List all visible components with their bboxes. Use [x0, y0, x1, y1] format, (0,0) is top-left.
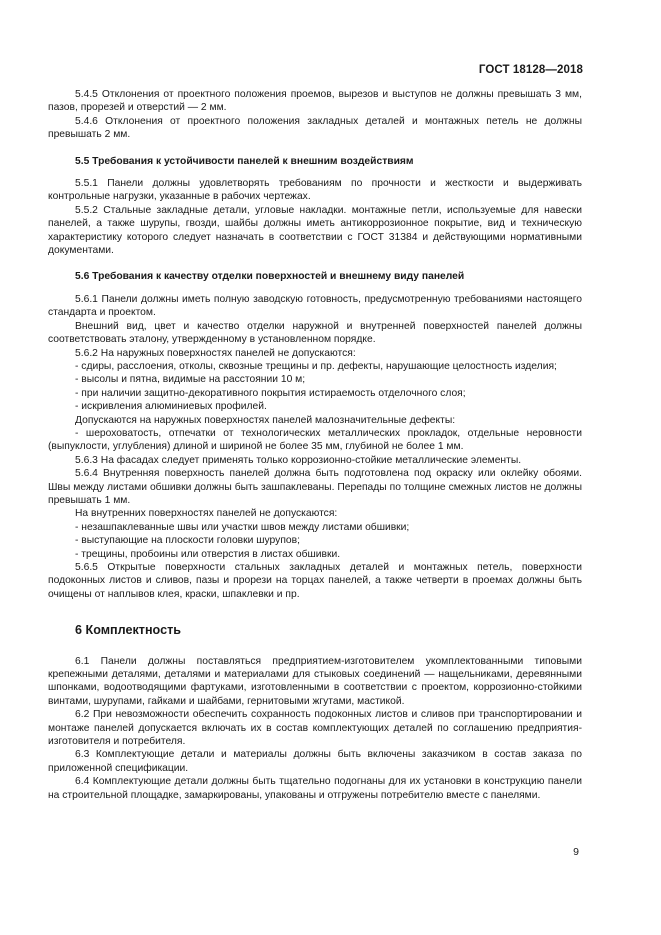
list-item-inner-defect-2: - выступающие на плоскости головки шурупов;: [75, 535, 300, 547]
paragraph-5-6-1: 5.6.1 Панели должны иметь полную заводскую готовность, предусмотренную требованиями настоящего стандарта и проектом.: [48, 293, 582, 319]
subsection-heading-5-5: 5.5 Требования к устойчивости панелей к внешним воздействиям: [75, 155, 414, 167]
list-item-inner-defect-3: - трещины, пробоины или отверстия в листах обшивки.: [75, 548, 341, 560]
page-number: 9: [573, 846, 579, 858]
document-standard-number: ГОСТ 18128—2018: [478, 64, 583, 76]
paragraph-6-1: 6.1 Панели должны поставляться предприятием-изготовителем укомплектованными типовыми крепежными деталями, деталями и материалами для стыковых соединений — нащельниками, деревянными шпонками, водоотводящими фартуками, изготовленными в соответствии с проектом, коррозионно-стойкими винтами, шурупами, гайками и шайбами, гернитовыми жгутами, мастикой.: [48, 655, 582, 707]
document-body: [48, 88, 582, 802]
list-item-defect-4: - искривления алюминиевых профилей.: [75, 401, 267, 413]
paragraph-6-3: 6.3 Комплектующие детали и материалы должны быть включены заказчиком в состав заказа по приложенной спецификации.: [48, 749, 582, 774]
paragraph-5-4-5: 5.4.5 Отклонения от проектного положения проемов, вырезов и выступов не должны превышать 3 мм, пазов, прорезей и отверстий — 2 мм.: [48, 89, 582, 114]
list-item-allowed-defect: - шероховатость, отпечатки от технологических металлических прокладок, отдельные неровности (выпуклости, углубления) длиной и шириной не более 35 мм, глубиной не более 1 мм.: [48, 427, 582, 453]
paragraph-allowed-defects: Допускаются на наружных поверхностях панелей малозначительные дефекты:: [75, 414, 456, 426]
list-item-defect-1: - сдиры, расслоения, отколы, сквозные трещины и пр. дефекты, нарушающие целостность изделия;: [75, 360, 557, 372]
paragraph-6-4: 6.4 Комплектующие детали должны быть тщательно подогнаны для их установки в конструкцию панели на строительной площадке, замаркированы, упакованы и отгружены потребителю вместе с панелями.: [48, 776, 582, 801]
paragraph-5-5-2: 5.5.2 Стальные закладные детали, угловые накладки. монтажные петли, используемые для навески панелей, а также шурупы, гвозди, шайбы должны иметь антикоррозионное покрытие, вид и техническую характеристику которого следует назначать в соответствии с ГОСТ 31384 и действующими нормативными документами.: [48, 204, 582, 257]
list-item-inner-defect-1: - незашпаклеванные швы или участки швов между листами обшивки;: [75, 521, 410, 533]
paragraph-5-4-6: 5.4.6 Отклонения от проектного положения закладных деталей и монтажных петель не должны превышать 2 мм.: [48, 115, 582, 141]
paragraph-appearance: Внешний вид, цвет и качество отделки наружной и внутренней поверхностей панелей должны соответствовать эталону, утвержденному в установленном порядке.: [48, 320, 582, 346]
paragraph-5-6-2: 5.6.2 На наружных поверхностях панелей не допускаются:: [75, 347, 356, 359]
paragraph-5-6-5: 5.6.5 Открытые поверхности стальных закладных деталей и монтажных петель, поверхности подоконных листов и сливов, пазы и прорези на торцах панелей, а также четверти в проемах должны быть очищены от наплывов клея, краски, шпаклевки и пр.: [48, 562, 582, 600]
list-item-defect-2: - высолы и пятна, видимые на расстоянии 10 м;: [75, 374, 306, 386]
paragraph-5-5-1: 5.5.1 Панели должны удовлетворять требованиям по прочности и жесткости и выдерживать контрольные нагрузки, указанные в рабочих чертежах.: [48, 178, 582, 203]
subsection-heading-5-6: 5.6 Требования к качеству отделки поверхностей и внешнему виду панелей: [75, 271, 465, 283]
paragraph-inner-surfaces: На внутренних поверхностях панелей не допускаются:: [75, 508, 338, 520]
list-item-defect-3: - при наличии защитно-декоративного покрытия истираемость отделочного слоя;: [75, 387, 466, 399]
paragraph-5-6-3: 5.6.3 На фасадах следует применять только коррозионно-стойкие металлические элементы.: [75, 454, 522, 466]
section-heading-6: 6 Комплектность: [75, 623, 181, 638]
paragraph-6-2: 6.2 При невозможности обеспечить сохранность подоконных листов и сливов при транспортировании и монтаже панелей допускается включать их в состав комплектующих деталей по соглашению предприятия-изготовителя и потребителя.: [48, 709, 582, 748]
paragraph-5-6-4: 5.6.4 Внутренняя поверхность панелей должна быть подготовлена под окраску или оклейку обоями. Швы между листами обшивки должны быть зашпаклеваны. Перепады по толщине смежных листов не должны превышать 1 мм.: [48, 468, 582, 506]
